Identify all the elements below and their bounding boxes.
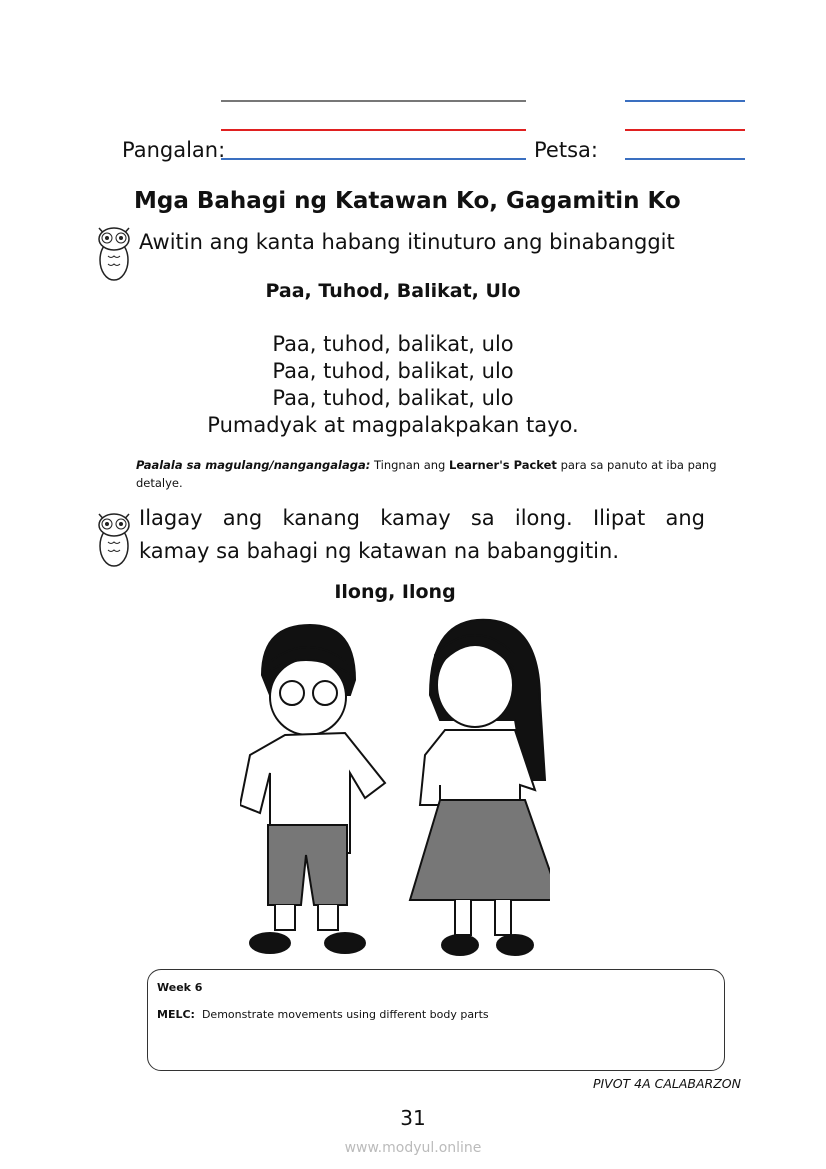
date-label: Petsa: [534,138,598,162]
info-box [147,969,725,1071]
date-field[interactable] [625,158,745,160]
activity2-instruction-1: Ilagay ang kanang kamay sa ilong. Ilipat ang [139,506,705,530]
writing-line-mid [625,129,745,131]
melc-text: Demonstrate movements using different body parts [201,1008,489,1021]
activity2-instruction-2: kamay sa bahagi ng katawan na babanggitin. [139,539,620,563]
lyric-line: Paa, tuhod, balikat, ulo [272,386,514,410]
owl-icon [94,222,134,284]
lyric-line: Paa, tuhod, balikat, ulo [272,332,514,356]
page-number: 31 [400,1106,426,1130]
note-bold: Learner's Packet [449,458,557,472]
writing-line-mid [221,129,526,131]
lyric-line: Pumadyak at magpalakpakan tayo. [207,413,579,437]
song-title: Paa, Tuhod, Balikat, Ulo [265,280,521,302]
note-text: para sa panuto at iba pang detalye. [136,458,717,490]
melc [157,1008,489,1021]
week-label: Week 6 [157,981,203,994]
name-label: Pangalan: [122,138,226,162]
activity1-instruction: Awitin ang kanta habang itinuturo ang binabanggit [139,230,675,254]
song-title-2: Ilong, Ilong [334,581,456,603]
region-label: PIVOT 4A CALABARZON [592,1076,741,1091]
writing-line-top [221,100,526,102]
melc-label: MELC: [157,1008,195,1021]
writing-line-top [625,100,745,102]
parent-note [136,456,746,492]
page-title: Mga Bahagi ng Katawan Ko, Gagamitin Ko [134,188,681,214]
children-illustration [240,615,550,960]
note-text: Tingnan ang [370,458,449,472]
watermark: www.modyul.online [344,1140,482,1156]
lyric-line: Paa, tuhod, balikat, ulo [272,359,514,383]
name-field[interactable] [221,158,526,160]
owl-icon [94,508,134,570]
note-label: Paalala sa magulang/nangangalaga: [136,458,371,472]
